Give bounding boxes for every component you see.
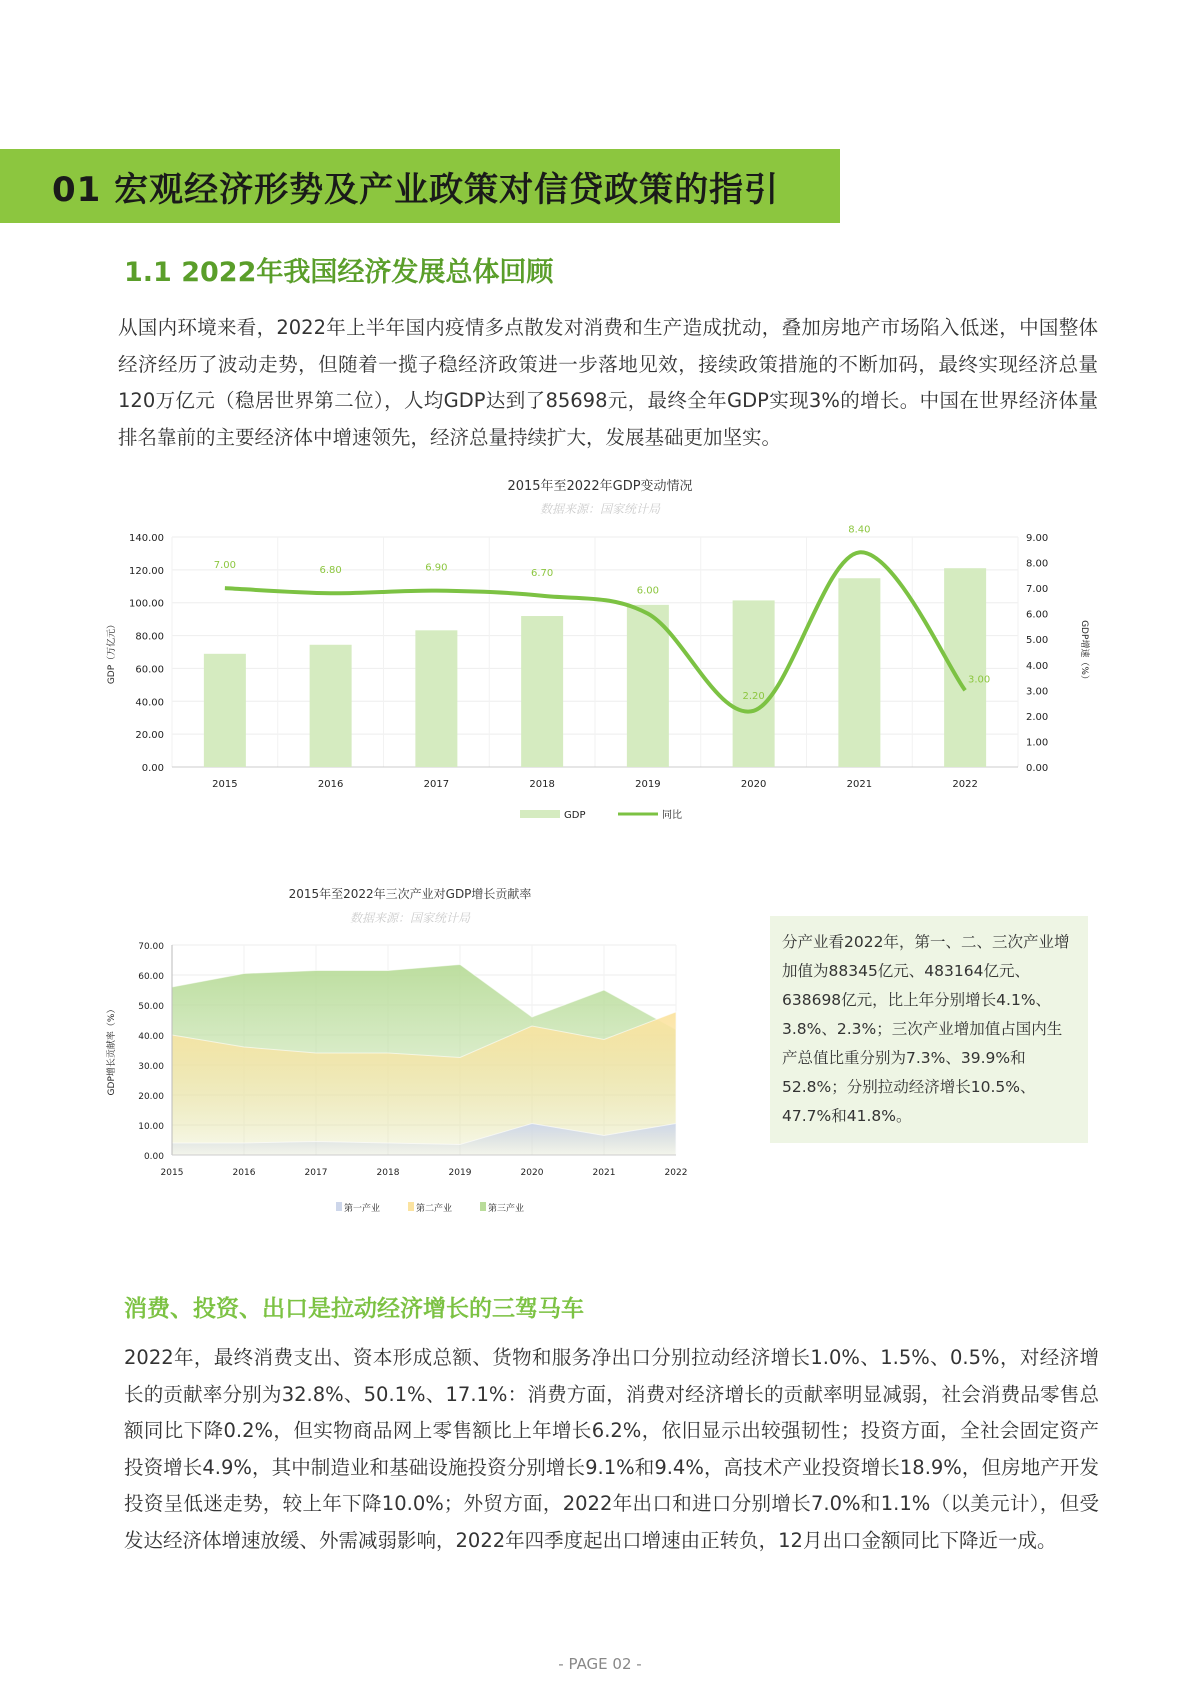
growth-data-label: 3.00 xyxy=(967,674,991,686)
gdp-chart xyxy=(100,470,1100,850)
x-tick-label: 2016 xyxy=(317,779,344,790)
y2-tick-label: 6.00 xyxy=(1026,609,1049,621)
y-tick-label: 100.00 xyxy=(129,598,164,610)
y-axis-label: GDP（万亿元） xyxy=(107,619,117,685)
x-tick-label: 2016 xyxy=(232,1168,256,1178)
legend-swatch xyxy=(480,1202,486,1211)
x-tick-label: 2021 xyxy=(592,1168,616,1178)
chart-source: 数据来源：国家统计局 xyxy=(349,911,471,925)
x-tick-label: 2022 xyxy=(664,1168,688,1178)
x-tick-label: 2018 xyxy=(529,779,555,790)
y-axis-label: GDP增长贡献率（%） xyxy=(107,1004,117,1096)
legend-label: 第一产业 xyxy=(344,1204,381,1214)
intro-paragraph: 从国内环境来看，2022年上半年国内疫情多点散发对消费和生产造成扰动，叠加房地产市场陷入低迷，中国整体经济经历了波动走势，但随着一揽子稳经济政策进一步落地见效，接续政策措施的不断加码，最终实现经济总量120万亿元（稳居世界第二位），人均GDP达到了85698元，最终全年GDP实现3%的增长。中国在世界经济体量排名靠前的主要经济体中增速领先，经济总量持续扩大，发展基础更加坚实。 xyxy=(118,316,1098,449)
y-tick-label: 50.00 xyxy=(138,1002,164,1012)
growth-data-label: 6.70 xyxy=(530,567,554,579)
gdp-bar xyxy=(838,578,880,767)
legend-growth-label: 同比 xyxy=(662,810,682,821)
chart-title: 2015年至2022年GDP变动情况 xyxy=(507,479,693,494)
y-tick-label: 60.00 xyxy=(138,972,164,982)
chapter-banner xyxy=(0,149,840,223)
y-tick-label: 0.00 xyxy=(143,1152,164,1162)
contribution-chart xyxy=(100,880,760,1230)
y-tick-label: 60.00 xyxy=(135,664,164,676)
growth-data-label: 2.20 xyxy=(742,690,765,702)
y2-tick-label: 4.00 xyxy=(1026,660,1049,672)
chart-title: 2015年至2022年三次产业对GDP增长贡献率 xyxy=(288,887,532,901)
y-tick-label: 0.00 xyxy=(141,763,164,774)
y2-tick-label: 9.00 xyxy=(1026,533,1049,544)
gdp-bar xyxy=(310,645,352,767)
y2-tick-label: 7.00 xyxy=(1026,584,1049,596)
y-tick-label: 20.00 xyxy=(135,730,164,742)
x-tick-label: 2019 xyxy=(635,779,661,790)
gdp-bar xyxy=(733,600,775,767)
legend-swatch xyxy=(408,1202,414,1211)
legend-gdp-swatch xyxy=(520,810,560,818)
y2-tick-label: 5.00 xyxy=(1026,635,1049,647)
growth-data-label: 7.00 xyxy=(213,560,237,572)
section-title: 1.1 2022年我国经济发展总体回顾 xyxy=(124,257,554,288)
x-tick-label: 2020 xyxy=(520,1168,544,1178)
y-tick-label: 120.00 xyxy=(129,565,164,577)
chapter-title: 01 宏观经济形势及产业政策对信贷政策的指引 xyxy=(52,169,780,210)
x-tick-label: 2015 xyxy=(160,1168,184,1178)
industry-note-box: 分产业看2022年，第一、二、三次产业增加值为88345亿元、483164亿元、638698亿元，比上年分别增长4.1%、3.8%、2.3%；三次产业增加值占国内生产总值比重分别为7.3%、39.9%和52.8%；分别拉动经济增长10.5%、47.7%和41.8%。 xyxy=(770,916,1088,1143)
growth-data-label: 8.40 xyxy=(848,524,871,536)
y-tick-label: 80.00 xyxy=(135,631,164,643)
y-tick-label: 10.00 xyxy=(138,1122,164,1132)
legend-label: 第二产业 xyxy=(416,1204,453,1214)
y2-tick-label: 1.00 xyxy=(1026,737,1049,749)
gdp-bar xyxy=(627,605,669,767)
x-tick-label: 2021 xyxy=(846,779,873,790)
y-tick-label: 140.00 xyxy=(129,533,164,544)
x-tick-label: 2020 xyxy=(740,779,767,790)
growth-data-label: 6.90 xyxy=(425,562,448,574)
y-tick-label: 40.00 xyxy=(135,697,164,709)
x-tick-label: 2018 xyxy=(376,1168,400,1178)
y-tick-label: 30.00 xyxy=(138,1062,164,1072)
y-tick-label: 70.00 xyxy=(138,942,164,952)
y2-tick-label: 0.00 xyxy=(1026,763,1049,774)
gdp-bar xyxy=(521,616,563,767)
y2-tick-label: 3.00 xyxy=(1026,686,1049,698)
page-number: - PAGE 02 - xyxy=(558,1655,642,1673)
x-tick-label: 2019 xyxy=(448,1168,472,1178)
growth-data-label: 6.00 xyxy=(636,585,660,597)
growth-data-label: 6.80 xyxy=(319,565,342,577)
legend-swatch xyxy=(336,1202,342,1211)
legend-label: 第三产业 xyxy=(488,1204,525,1214)
y2-axis-label: GDP增速（%） xyxy=(1079,620,1089,684)
x-tick-label: 2017 xyxy=(423,779,450,790)
gdp-bar xyxy=(204,654,246,767)
chart-source: 数据来源：国家统计局 xyxy=(539,502,661,516)
y2-tick-label: 2.00 xyxy=(1026,711,1049,723)
x-tick-label: 2017 xyxy=(304,1168,328,1178)
subsection-title: 消费、投资、出口是拉动经济增长的三驾马车 xyxy=(124,1296,584,1322)
body-paragraph: 2022年，最终消费支出、资本形成总额、货物和服务净出口分别拉动经济增长1.0%、1.5%、0.5%，对经济增长的贡献率分别为32.8%、50.1%、17.1%：消费方面，消费对经济增长的贡献率明显减弱，社会消费品零售总额同比下降0.2%，但实物商品网上零售额比上年增长6.2%，依旧显示出较强韧性；投资方面，全社会固定资产投资增长4.9%，其中制造业和基础设施投资分别增长9.1%和9.4%，高技术产业投资增长18.9%，但房地产开发投资呈低迷走势，较上年下降10.0%；外贸方面，2022年出口和进口分别增长7.0%和1.1%（以美元计），但受发达经济体增速放缓、外需减弱影响，2022年四季度起出口增速由正转负，12月出口金额同比下降近一成。 xyxy=(124,1346,1099,1552)
legend-gdp-label: GDP xyxy=(564,810,586,821)
x-tick-label: 2022 xyxy=(952,779,978,790)
gdp-bar xyxy=(415,630,457,767)
x-tick-label: 2015 xyxy=(212,779,238,790)
y2-tick-label: 8.00 xyxy=(1026,558,1049,570)
y-tick-label: 20.00 xyxy=(138,1092,164,1102)
y-tick-label: 40.00 xyxy=(138,1032,164,1042)
